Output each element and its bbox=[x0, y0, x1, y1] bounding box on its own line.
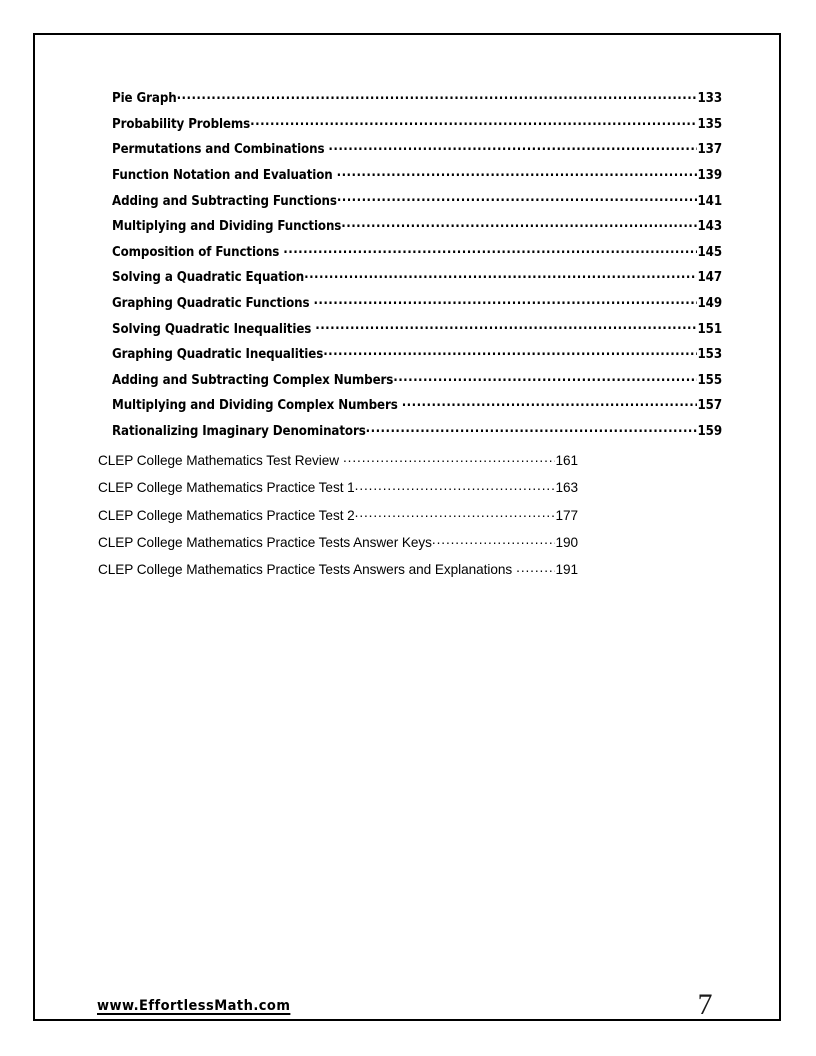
toc-entry-page-number: 139 bbox=[697, 167, 722, 183]
toc-entry-page-number: 190 bbox=[555, 535, 578, 551]
toc-entry[interactable] bbox=[98, 561, 578, 588]
toc-entry-page-number: 191 bbox=[555, 562, 578, 578]
toc-entry-page-number: 137 bbox=[697, 142, 722, 158]
toc-entry[interactable] bbox=[98, 506, 578, 533]
toc-dot-leader bbox=[323, 345, 697, 358]
toc-entry-page-number: 133 bbox=[697, 91, 722, 107]
toc-entry-page-number: 155 bbox=[697, 372, 722, 388]
toc-entry-title: CLEP College Mathematics Practice Test 1 bbox=[98, 480, 355, 496]
toc-dot-leader bbox=[393, 371, 697, 384]
toc-entry[interactable] bbox=[112, 371, 722, 397]
toc-entry[interactable] bbox=[112, 140, 722, 166]
toc-entry-page-number: 141 bbox=[697, 193, 722, 209]
toc-dot-leader bbox=[432, 533, 555, 547]
toc-entry-title: Multiplying and Dividing Complex Numbers bbox=[112, 398, 398, 414]
toc-entry-title: Multiplying and Dividing Functions bbox=[112, 219, 342, 235]
toc-entry[interactable] bbox=[112, 422, 722, 448]
toc-entry[interactable] bbox=[112, 115, 722, 141]
toc-entry[interactable] bbox=[112, 217, 722, 243]
toc-entry[interactable] bbox=[112, 345, 722, 371]
toc-entry[interactable] bbox=[112, 243, 722, 269]
toc-dot-leader bbox=[355, 506, 555, 520]
toc-entry-page-number: 161 bbox=[555, 452, 578, 468]
toc-entry-title: Graphing Quadratic Functions bbox=[112, 295, 310, 311]
toc-main-section-list bbox=[35, 447, 779, 588]
toc-dot-leader bbox=[283, 243, 697, 256]
toc-entry-title: Adding and Subtracting Functions bbox=[112, 193, 337, 209]
toc-entry-page-number: 149 bbox=[697, 295, 722, 311]
toc-entry-page-number: 143 bbox=[697, 219, 722, 235]
toc-entry-title: CLEP College Mathematics Practice Tests Answer Keys bbox=[98, 535, 432, 551]
toc-entry-title: CLEP College Mathematics Test Review bbox=[98, 452, 339, 468]
toc-dot-leader bbox=[250, 115, 697, 128]
toc-dot-leader bbox=[341, 217, 697, 230]
footer-website-link[interactable]: www.EffortlessMath.com bbox=[97, 998, 291, 1014]
toc-entry-title: CLEP College Mathematics Practice Test 2 bbox=[98, 507, 355, 523]
toc-dot-leader bbox=[177, 89, 697, 102]
toc-entry-title: Solving Quadratic Inequalities bbox=[112, 321, 312, 337]
toc-dot-leader bbox=[516, 561, 555, 575]
toc-entry-title: Rationalizing Imaginary Denominators bbox=[112, 423, 366, 439]
toc-entry[interactable] bbox=[112, 191, 722, 217]
toc-entry[interactable] bbox=[112, 268, 722, 294]
toc-entry-page-number: 147 bbox=[697, 270, 722, 286]
toc-dot-leader bbox=[313, 294, 697, 307]
toc-entry-title: Function Notation and Evaluation bbox=[112, 167, 333, 183]
toc-entry-page-number: 145 bbox=[697, 244, 722, 260]
toc-entry-title: Adding and Subtracting Complex Numbers bbox=[112, 372, 394, 388]
toc-entry-page-number: 163 bbox=[555, 480, 578, 496]
toc-entry-title: Graphing Quadratic Inequalities bbox=[112, 347, 324, 363]
toc-entry-page-number: 157 bbox=[697, 398, 722, 414]
toc-entry-page-number: 151 bbox=[697, 321, 722, 337]
toc-entry[interactable] bbox=[98, 533, 578, 560]
toc-entry-title: Permutations and Combinations bbox=[112, 142, 325, 158]
toc-entry-page-number: 159 bbox=[697, 423, 722, 439]
toc-dot-leader bbox=[304, 268, 697, 281]
toc-dot-leader bbox=[402, 396, 697, 409]
toc-dot-leader bbox=[315, 319, 697, 332]
toc-dot-leader bbox=[343, 451, 555, 465]
toc-dot-leader bbox=[366, 422, 697, 435]
table-of-contents bbox=[35, 35, 779, 588]
toc-entry[interactable] bbox=[112, 89, 722, 115]
toc-entry-title: Composition of Functions bbox=[112, 244, 280, 260]
toc-entry[interactable] bbox=[112, 166, 722, 192]
toc-dot-leader bbox=[337, 166, 697, 179]
toc-subsection-list bbox=[35, 89, 779, 447]
toc-entry-title: Probability Problems bbox=[112, 116, 251, 132]
toc-dot-leader bbox=[355, 479, 555, 493]
toc-dot-leader bbox=[328, 140, 697, 153]
page-frame bbox=[33, 33, 781, 1021]
toc-entry-title: Pie Graph bbox=[112, 91, 177, 107]
toc-entry[interactable] bbox=[98, 451, 578, 478]
toc-entry-title: Solving a Quadratic Equation bbox=[112, 270, 305, 286]
toc-entry-page-number: 135 bbox=[697, 116, 722, 132]
toc-entry[interactable] bbox=[112, 396, 722, 422]
toc-entry[interactable] bbox=[112, 294, 722, 320]
toc-entry-page-number: 153 bbox=[697, 347, 722, 363]
page-number: 7 bbox=[697, 988, 713, 1021]
toc-entry-page-number: 177 bbox=[555, 507, 578, 523]
toc-entry[interactable] bbox=[98, 479, 578, 506]
toc-entry[interactable] bbox=[112, 319, 722, 345]
toc-entry-title: CLEP College Mathematics Practice Tests Answers and Explanations bbox=[98, 562, 513, 578]
toc-dot-leader bbox=[337, 191, 697, 204]
